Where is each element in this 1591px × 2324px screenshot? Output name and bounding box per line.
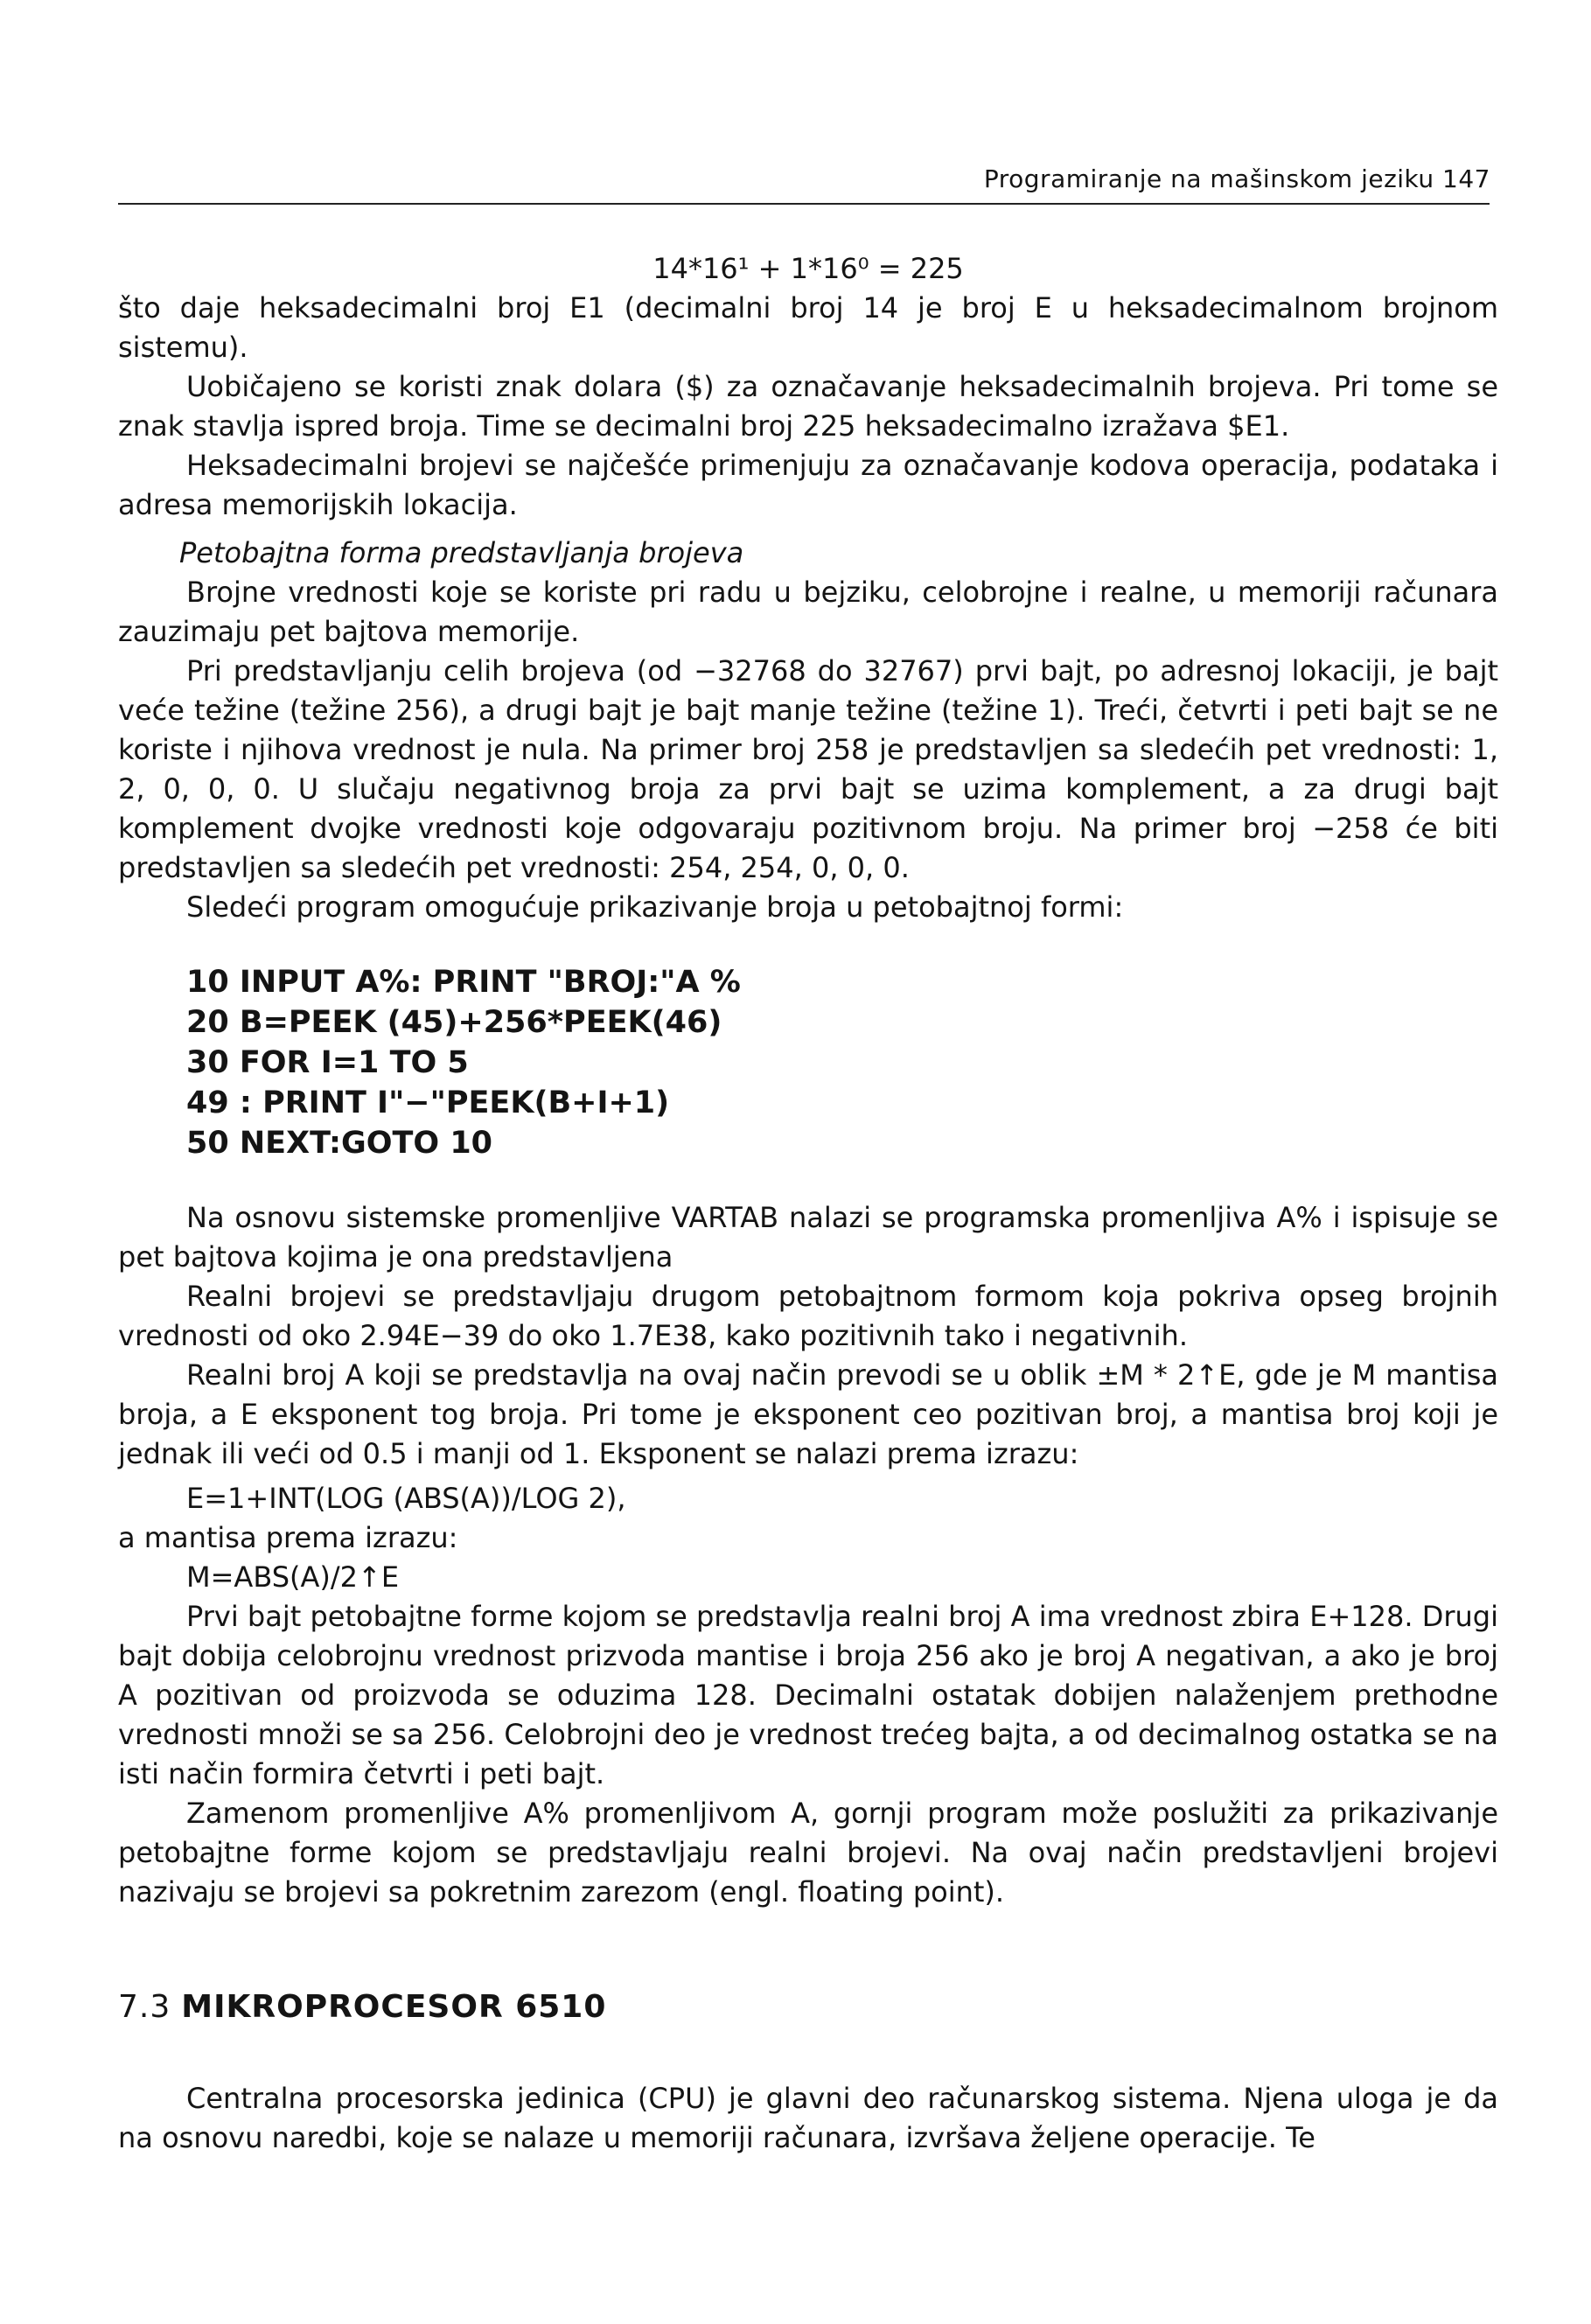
paragraph: Realni broj A koji se predstavlja na ovaj način prevodi se u oblik ±M * 2↑E, gde je M mantisa broja, a E eksponent tog broja. Pri tome je eksponent ceo pozitivan broj, a mantisa broj koji je jednak ili veći od 0.5 i manji od 1. Eksponent se nalazi prema izrazu: [118, 1358, 1498, 1470]
code-line: 20 B=PEEK (45)+256*PEEK(46) [186, 1005, 722, 1040]
paragraph: a mantisa prema izrazu: [118, 1521, 458, 1554]
running-head: Programiranje na mašinskom jeziku 147 [983, 164, 1490, 193]
section-heading [118, 1987, 1498, 2027]
equation: E=1+INT(LOG (ABS(A))/LOG 2), [186, 1482, 626, 1515]
section-title: MIKROPROCESOR 6510 [181, 1989, 607, 2025]
paragraph: Sledeći program omogućuje prikazivanje broja u petobajtnoj formi: [186, 890, 1124, 924]
formula: 14*16¹ + 1*16⁰ = 225 [652, 252, 964, 285]
paragraph: što daje heksadecimalni broj E1 (decimalni broj 14 je broj E u heksadecimalnom brojnom sistemu). [118, 291, 1498, 364]
paragraph: Centralna procesorska jedinica (CPU) je glavni deo računarskog sistema. Njena uloga je da na osnovu naredbi, koje se nalaze u memoriji računara, izvršava željene operacije. Te [118, 2082, 1498, 2154]
paragraph: Brojne vrednosti koje se koriste pri radu u bejziku, celobrojne i realne, u memoriji računara zauzimaju pet bajtova memorije. [118, 576, 1498, 648]
equation: M=ABS(A)/2↑E [186, 1560, 400, 1594]
code-line: 30 FOR I=1 TO 5 [186, 1045, 469, 1080]
paragraph: Heksadecimalni brojevi se najčešće primenjuju za označavanje kodova operacija, podataka i adresa memorijskih lokacija. [118, 449, 1498, 521]
header-rule [118, 203, 1490, 205]
section-number: 7.3 [118, 1989, 171, 2025]
code-line: 10 INPUT A%: PRINT "BROJ:"A % [186, 965, 741, 1000]
subheading: Petobajtna forma predstavljanja brojeva [179, 536, 744, 569]
paragraph: Na osnovu sistemske promenljive VARTAB nalazi se programska promenljiva A% i ispisuje se pet bajtova kojima je ona predstavljena [118, 1201, 1498, 1274]
code-line: 50 NEXT:GOTO 10 [186, 1126, 493, 1161]
code-line: 49 : PRINT I"−"PEEK(B+I+1) [186, 1085, 670, 1120]
page-body [118, 249, 1498, 2158]
paragraph: Realni brojevi se predstavljaju drugom petobajtnom formom koja pokriva opseg brojnih vrednosti od oko 2.94E−39 do oko 1.7E38, kako pozitivnih tako i negativnih. [118, 1280, 1498, 1352]
paragraph: Zamenom promenljive A% promenljivom A, gornji program može poslužiti za prikazivanje petobajtne forme kojom se predstavljaju realni brojevi. Na ovaj način predstavljeni brojevi nazivaju se brojevi sa pokretnim zarezom (engl. floating point). [118, 1797, 1498, 1909]
paragraph: Prvi bajt petobajtne forme kojom se predstavlja realni broj A ima vrednost zbira E+128. Drugi bajt dobija celobrojnu vrednost prizvoda mantise i broja 256 ako je broj A negativan, a ako je broj A pozitivan od proizvoda se oduzima 128. Decimalni ostatak dobijen nalaženjem prethodne vrednosti množi se sa 256. Celobrojni deo je vrednost trećeg bajta, a od decimalnog ostatka se na isti način formira četvrti i peti bajt. [118, 1600, 1498, 1790]
paragraph: Uobičajeno se koristi znak dolara ($) za označavanje heksadecimalnih brojeva. Pri tome se znak stavlja ispred broja. Time se decimalni broj 225 heksadecimalno izražava $E1. [118, 370, 1498, 443]
code-listing [186, 962, 1498, 1163]
paragraph: Pri predstavljanju celih brojeva (od −32768 do 32767) prvi bajt, po adresnoj lokaciji, je bajt veće težine (težine 256), a drugi bajt je bajt manje težine (težine 1). Treći, četvrti i peti bajt se ne koriste i njihova vrednost je nula. Na primer broj 258 je predstavljen sa sledećih pet vrednosti: 1, 2, 0, 0, 0. U slučaju negativnog broja za prvi bajt se uzima komplement, a za drugi bajt komplement dvojke vrednosti koje odgovaraju pozitivnom broju. Na primer broj −258 će biti predstavljen sa sledećih pet vrednosti: 254, 254, 0, 0, 0. [118, 654, 1498, 884]
